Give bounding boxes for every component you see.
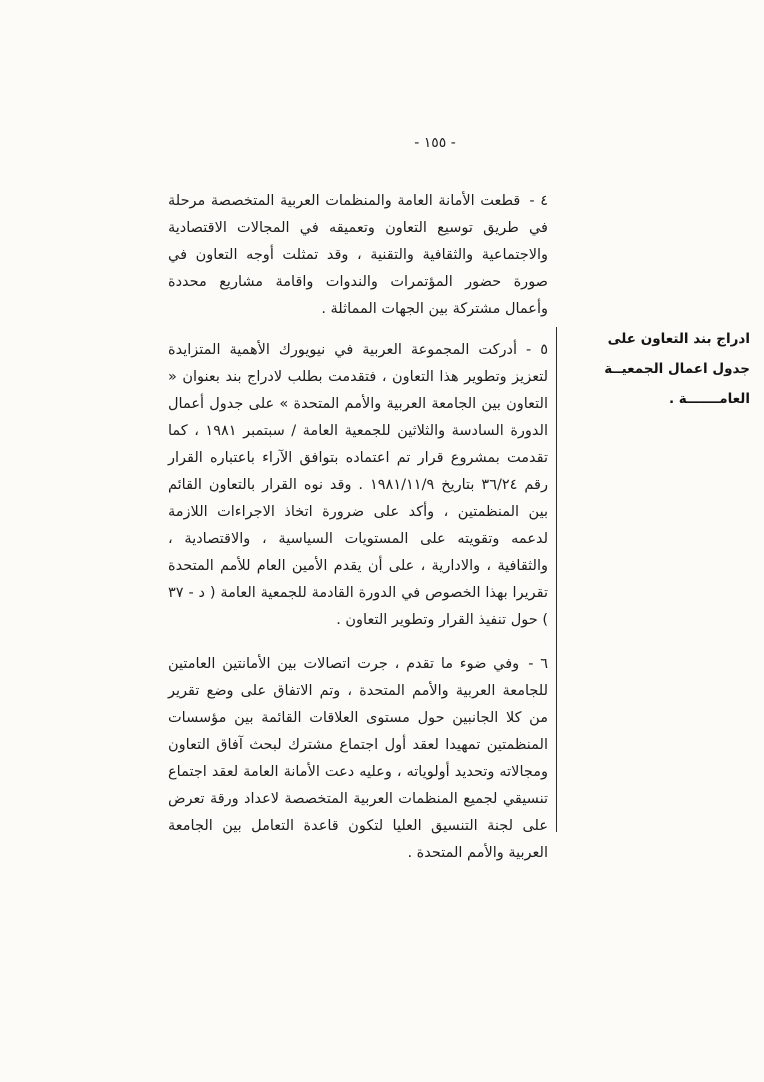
- paragraph-number: ٦ -: [528, 656, 548, 672]
- paragraph-number: ٥ -: [525, 342, 548, 358]
- margin-note: [560, 324, 750, 414]
- paragraph-5: [168, 337, 548, 634]
- main-text-column: [168, 188, 548, 881]
- margin-note-line: العامـــــــة .: [668, 391, 750, 407]
- margin-divider-line: [556, 327, 557, 832]
- paragraph-6: [168, 651, 548, 867]
- paragraph-text: أدركت المجموعة العربية في نيويورك الأهمية المتزايدة لتعزيز وتطوير هذا التعاون ، فتقدمت بطلب لادراج بند بعنوان « التعاون بين الجامعة العربية والأمم المتحدة » على جدول أعمال الدورة السادسة والثلاثين للجمعية العامة / سبتمبر ١٩٨١ ، كما تقدمت بمشروع قرار تم اعتماده بتوافق الآراء باعتباره القرار رقم ٣٦/٢٤ بتاريخ ١٩٨١/١١/٩ . وقد نوه القرار بالتعاون القائم بين المنظمتين ، وأكد على ضرورة اتخاذ الاجراءات اللازمة لدعمه وتقويته على المستويات السياسية ، والاقتصادية ، والثقافية ، والادارية ، على أن يقدم الأمين العام للأمم المتحدة تقريرا بهذا الخصوص في الدورة القادمة للجمعية العامة ( د - ٣٧ ) حول تنفيذ القرار وتطوير التعاون .: [168, 342, 548, 628]
- margin-note-line: جدول اعمال الجمعيــة: [604, 361, 750, 377]
- paragraph-4: [168, 188, 548, 323]
- page-number: - ١٥٥ -: [414, 135, 456, 151]
- paragraph-number: ٤ -: [529, 193, 548, 209]
- margin-note-line: ادراج بند التعاون على: [607, 331, 750, 347]
- paragraph-text: قطعت الأمانة العامة والمنظمات العربية المتخصصة مرحلة في طريق توسيع التعاون وتعميقه في المجالات الاقتصادية والاجتماعية والثقافية والتقنية ، وقد تمثلت أوجه التعاون في صورة حضور المؤتمرات والندوات واقامة مشاريع محددة وأعمال مشتركة بين الجهات المماثلة .: [168, 193, 548, 317]
- paragraph-text: وفي ضوء ما تقدم ، جرت اتصالات بين الأمانتين العامتين للجامعة العربية والأمم المتحدة ، وتم الاتفاق على وضع تقرير من كلا الجانبين حول مستوى العلاقات القائمة بين مؤسسات المنظمتين تمهيدا لعقد أول اجتماع مشترك لبحث آفاق التعاون ومجالاته وتحديد أولوياته ، وعليه دعت الأمانة العامة لعقد اجتماع تنسيقي لجميع المنظمات العربية المتخصصة لاعداد ورقة تعرض على لجنة التنسيق العليا لتكون قاعدة التعامل بين الجامعة العربية والأمم المتحدة .: [168, 656, 548, 861]
